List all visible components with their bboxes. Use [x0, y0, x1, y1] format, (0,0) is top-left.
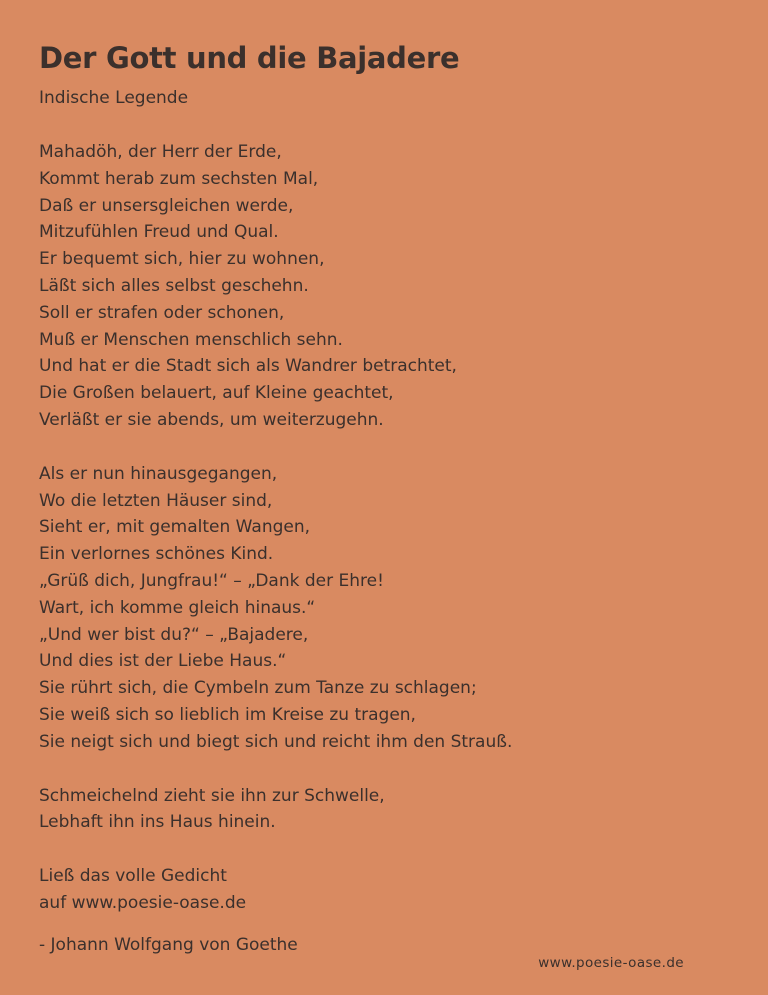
poem-title: Der Gott und die Bajadere	[39, 41, 460, 75]
poem-line: Lebhaft ihn ins Haus hinein.	[39, 812, 276, 833]
poem-line: Mitzufühlen Freud und Qual.	[39, 222, 279, 243]
poem-body	[39, 139, 739, 863]
poem-line: Sie neigt sich und biegt sich und reicht ihm den Strauß.	[39, 731, 513, 752]
stanza	[39, 783, 739, 837]
poem-line: Verläßt er sie abends, um weiterzugehn.	[39, 409, 384, 430]
poem-line: Und hat er die Stadt sich als Wandrer betrachtet,	[39, 356, 457, 377]
note-line: Ließ das volle Gedicht	[39, 866, 227, 886]
full-poem-note	[39, 863, 246, 917]
author-credit: - Johann Wolfgang von Goethe	[39, 935, 298, 955]
poem-line: Sie weiß sich so lieblich im Kreise zu tragen,	[39, 704, 416, 725]
poem-line: Kommt herab zum sechsten Mal,	[39, 168, 319, 189]
poem-line: Mahadöh, der Herr der Erde,	[39, 142, 282, 162]
poem-line: „Grüß dich, Jungfrau!“ – „Dank der Ehre!	[39, 570, 384, 591]
poem-line: Wo die letzten Häuser sind,	[39, 490, 273, 511]
poem-line: Schmeichelnd zieht sie ihn zur Schwelle,	[39, 785, 385, 806]
poem-line: Muß er Menschen menschlich sehn.	[39, 329, 343, 350]
note-line: auf www.poesie-oase.de	[39, 892, 247, 913]
poem-subtitle: Indische Legende	[39, 88, 189, 108]
poem-line: Die Großen belauert, auf Kleine geachtet,	[39, 383, 394, 404]
poem-line: Sieht er, mit gemalten Wangen,	[39, 517, 311, 538]
poem-line: Sie rührt sich, die Cymbeln zum Tanze zu schlagen;	[39, 678, 477, 699]
poem-line: Soll er strafen oder schonen,	[39, 302, 285, 323]
poem-line: Läßt sich alles selbst geschehn.	[39, 275, 309, 296]
poem-line: Daß er unsersgleichen werde,	[39, 195, 294, 216]
site-watermark: www.poesie-oase.de	[538, 955, 684, 971]
poem-line: Ein verlornes schönes Kind.	[39, 544, 274, 565]
poem-line: Und dies ist der Liebe Haus.“	[39, 651, 287, 672]
stanza	[39, 461, 739, 756]
poem-line: Wart, ich komme gleich hinaus.“	[39, 597, 316, 618]
poem-line: Er bequemt sich, hier zu wohnen,	[39, 249, 325, 270]
stanza	[39, 139, 739, 434]
poem-line: „Und wer bist du?“ – „Bajadere,	[39, 624, 309, 645]
poem-line: Als er nun hinausgegangen,	[39, 463, 278, 484]
